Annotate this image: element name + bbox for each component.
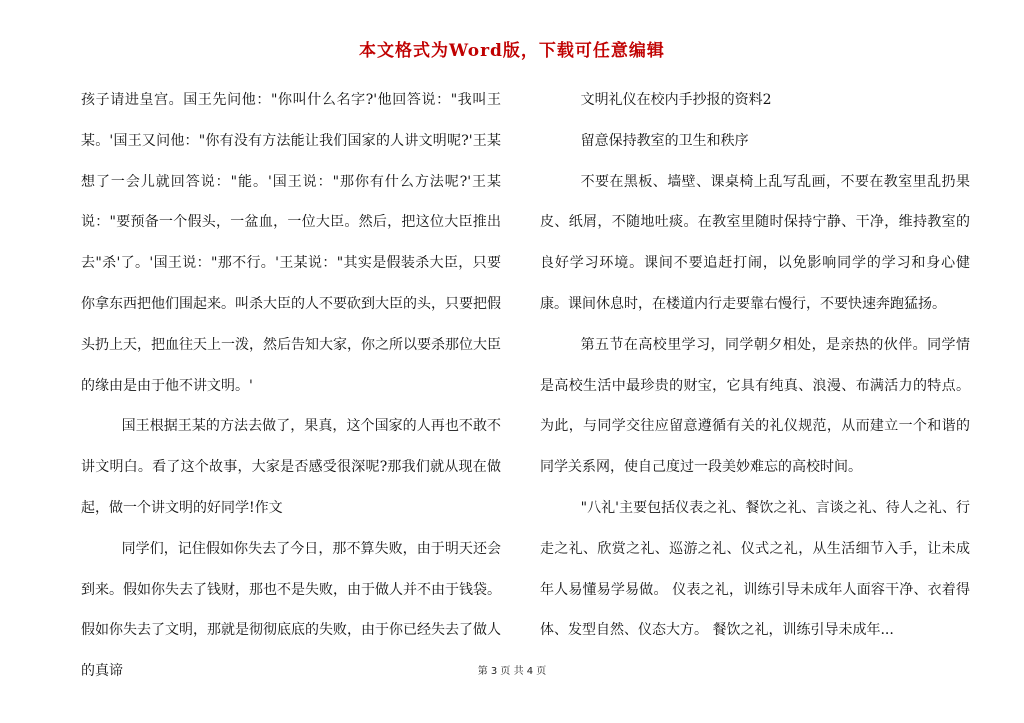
paragraph: 同学们，记住假如你失去了今日，那不算失败，由于明天还会到来。假如你失去了钱财，那也不是失败，由于做人并不由于钱袋。假如你失去了文明，那就是彻彻底底的失败，由于你已经失去了做人的真谛 [81, 540, 501, 680]
right-column [540, 80, 970, 651]
page-footer: 第 3 页 共 4 页 [477, 666, 547, 677]
paragraph: "八礼'主要包括仪表之礼、餐饮之礼、言谈之礼、待人之礼、行走之礼、欣赏之礼、巡游之礼、仪式之礼，从生活细节入手，让未成年人易懂易学易做。 仪表之礼，训练引导未成年人面容干净、衣着得体、发型自然、仪态大方。 餐饮之礼，训练引导未成年... [540, 499, 970, 639]
paragraph: 孩子请进皇宫。国王先问他："你叫什么名字?'他回答说："我叫王某。'国王又问他："你有没有方法能让我们国家的人讲文明呢?'王某想了一会儿就回答说："能。'国王说："那你有什么方法呢?'王某说："要预备一个假头，一盆血，一位大臣。然后，把这位大臣推出去"杀'了。'国王说："那不行。'王某说："其实是假装杀大臣，只要你拿东西把他们围起来。叫杀大臣的人不要砍到大臣的头，只要把假头扔上天，把血往天上一泼，然后告知大家，你之所以要杀那位大臣的缘由是由于他不讲文明。' [81, 92, 501, 394]
paragraph: 国王根据王某的方法去做了，果真，这个国家的人再也不敢不讲文明白。看了这个故事，大家是否感受很深呢?那我们就从现在做起，做一个讲文明的好同学!作文 [81, 418, 501, 516]
section-title: 文明礼仪在校内手抄报的资料2 [580, 92, 772, 108]
left-column [81, 80, 501, 692]
paragraph: 第五节在高校里学习，同学朝夕相处，是亲热的伙伴。同学情是高校生活中最珍贵的财宝，它具有纯真、浪漫、布满活力的特点。为此，与同学交往应留意遵循有关的礼仪规范，从而建立一个和谐的同学关系网，使自己度过一段美妙难忘的高校时间。 [540, 336, 970, 476]
section-subheading: 留意保持教室的卫生和秩序 [580, 132, 749, 149]
document-banner: 本文格式为Word版，下载可任意编辑 [359, 41, 665, 61]
paragraph: 不要在黑板、墙壁、课桌椅上乱写乱画，不要在教室里乱扔果皮、纸屑，不随地吐痰。在教室里随时保持宁静、干净，维持教室的良好学习环境。课间不要追赶打闹，以免影响同学的学习和身心健康。课间休息时，在楼道内行走要靠右慢行，不要快速奔跑猛扬。 [540, 173, 970, 312]
